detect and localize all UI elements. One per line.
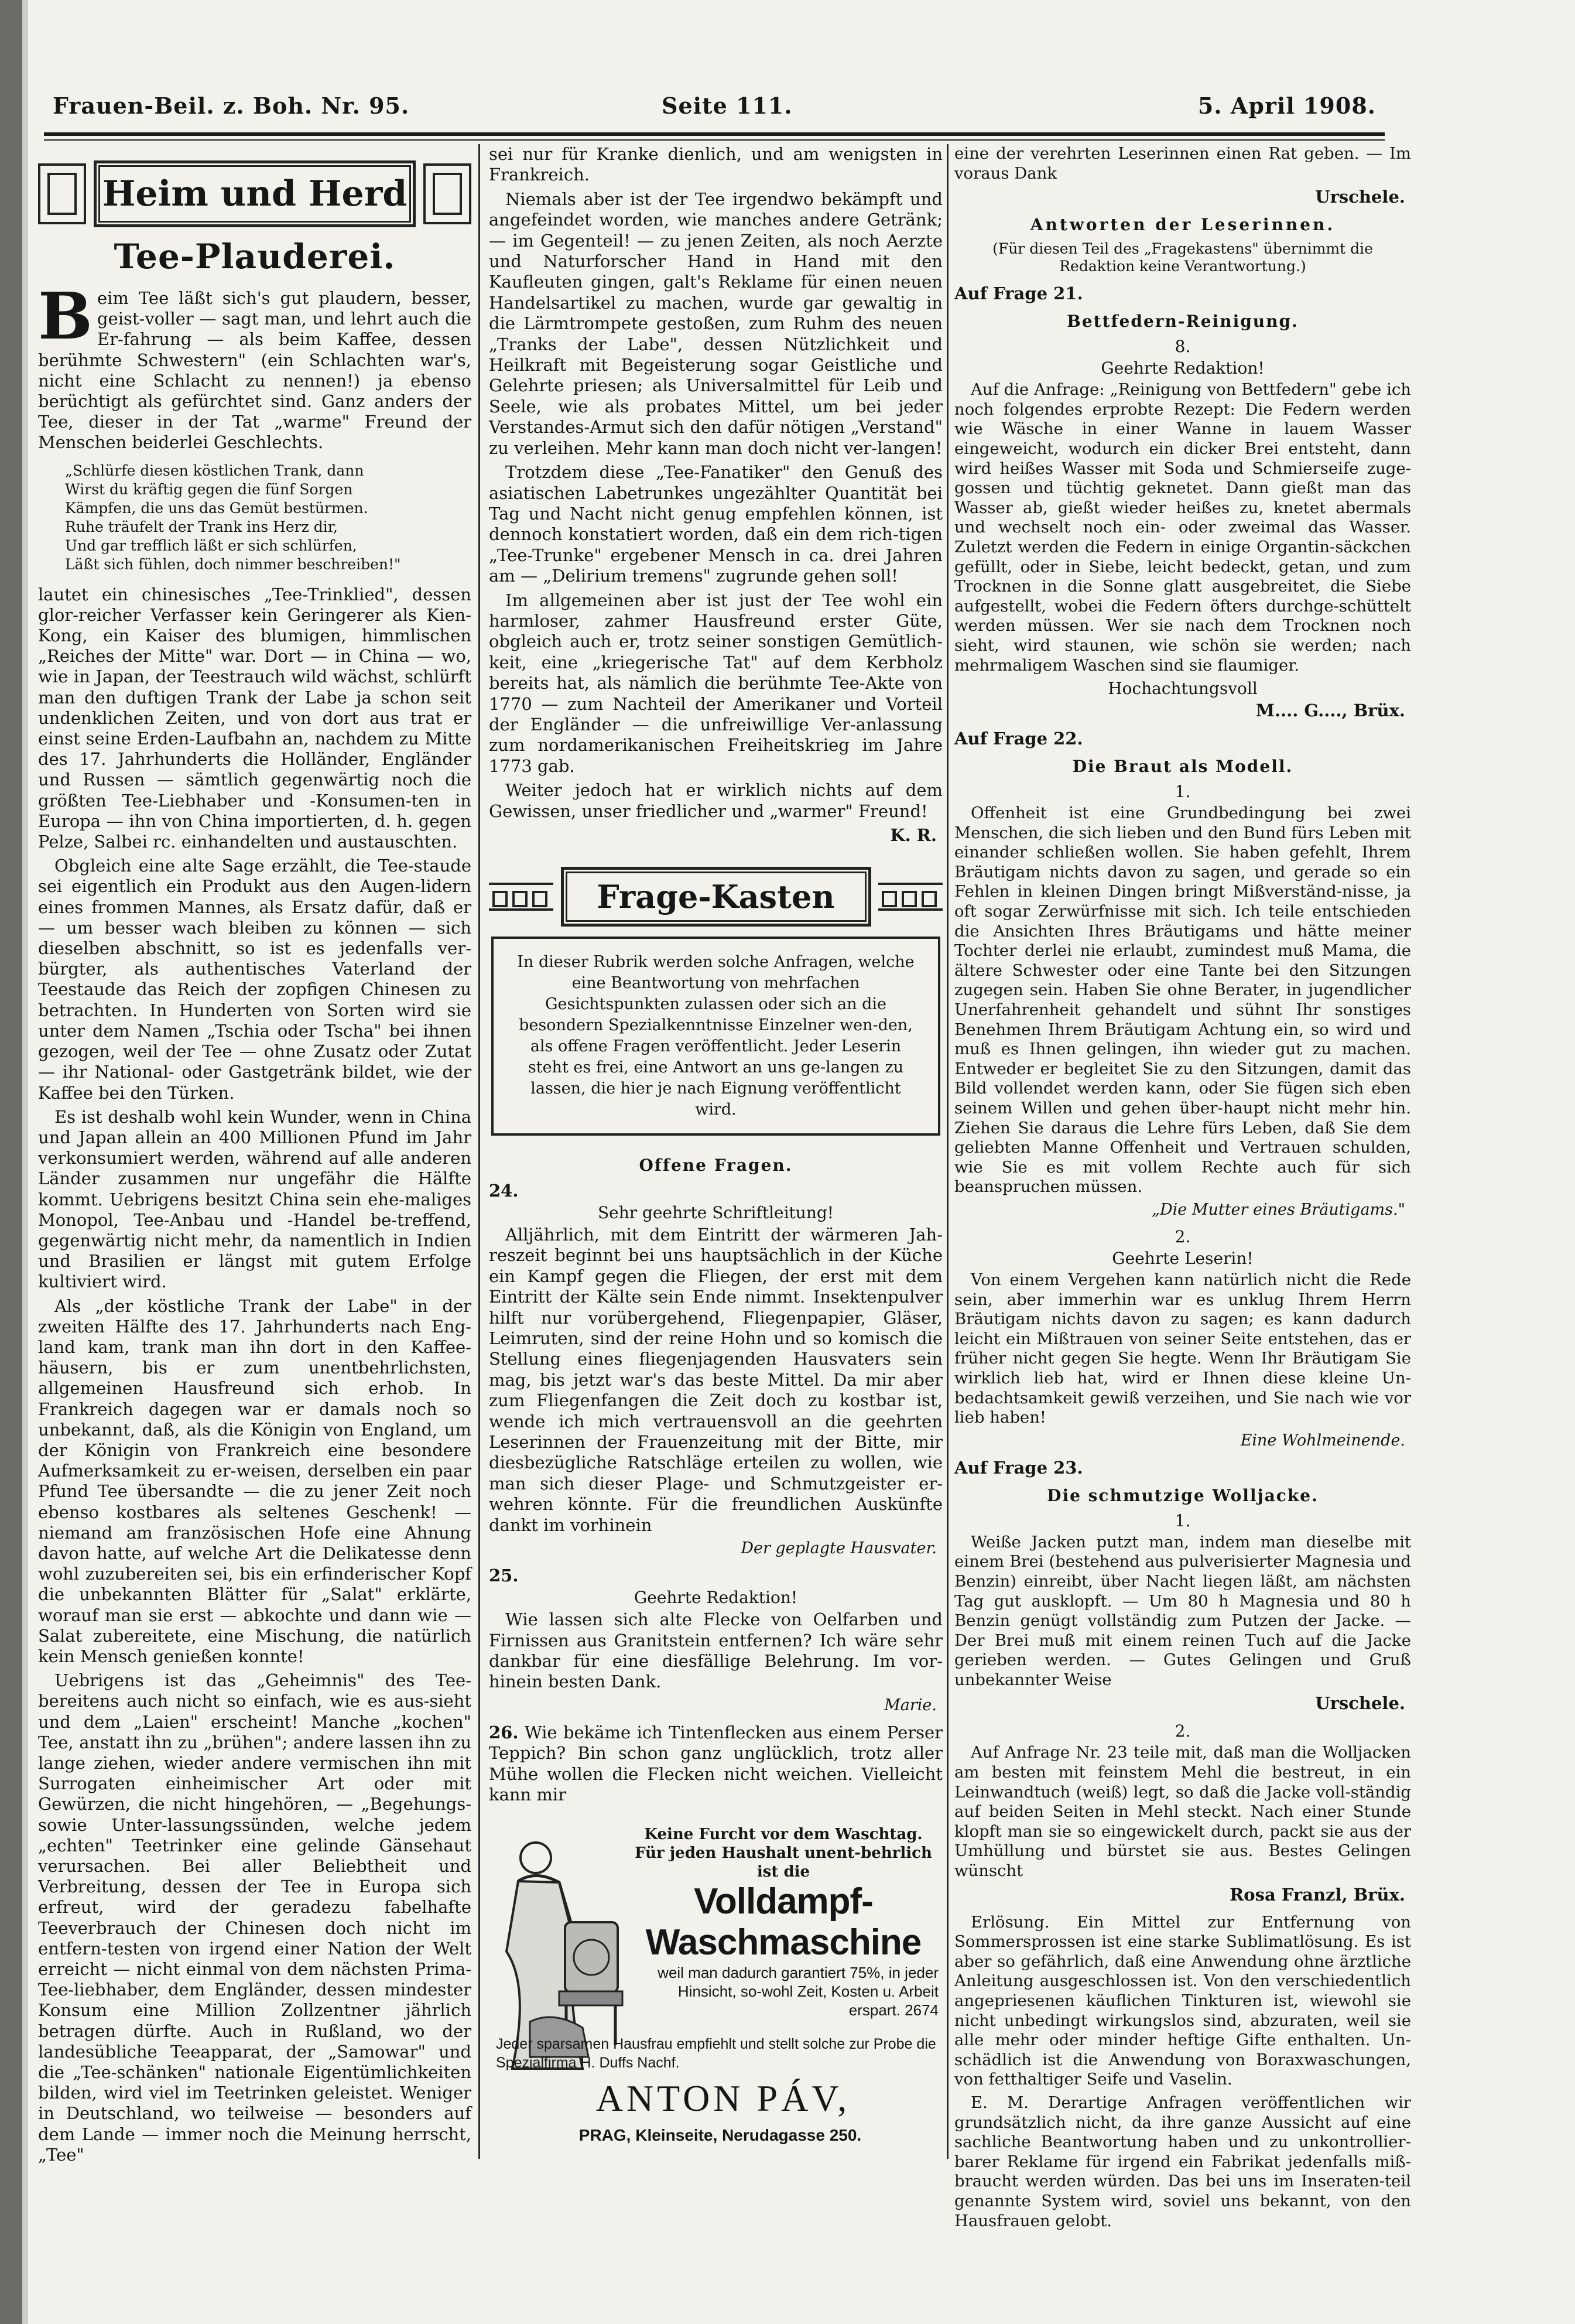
ornament-square-left-icon xyxy=(38,163,86,224)
binding-edge xyxy=(0,0,22,2324)
poem-line: Wirst du kräftig gegen die fünf Sorgen xyxy=(65,480,353,498)
paragraph: Weiter jedoch hat er wirklich nichts auf dem Gewissen, unser friedlicher und „warmer" Freund! xyxy=(489,780,943,821)
answer-number: 1. xyxy=(1175,1510,1191,1530)
question-signature: Urschele. xyxy=(1315,187,1405,207)
ad-body-text: weil man dadurch garantiert 75%, in jeder Hinsicht, so-wohl Zeit, Kosten u. Arbeit erspart. xyxy=(658,1964,939,2019)
question-number: 26. xyxy=(489,1722,519,1742)
ad-product-line-1: Volldampf- xyxy=(694,1881,873,1922)
ornament-right-icon xyxy=(878,878,943,915)
paragraph: Trotzdem diese „Tee-Fanatiker" den Genuß des asiatischen Labetrunkes ungezählter Quantität bei Tag und Nacht nicht genug empfehlen können, ist dennoch konstatiert worden, daß ein dem rich-tigen „Tee-Trunke" ergebener Mensch in ca. drei Jahren am — „Delirium tremens" zugrunde gehen soll! xyxy=(489,462,943,586)
answer-text: Von einem Vergehen kann natürlich nicht die Rede sein, aber immerhin war es unklug Ihrem Herrn Bräutigam nichts davon zu sagen; es kann dadurch leicht ein Mißtrauen von seiner Seite entstehen, das er früher nicht gegen Sie hegte. Wenn Ihr Bräutigam Sie wirklich lieb hat, wird er Ihnen diese kleine Un-bedachtsamkeit gewiß verzeihen, und Sie nach wie vor lieb haben! xyxy=(954,1270,1411,1427)
article-title: Tee-Plauderei. xyxy=(114,237,396,276)
answer-signature: Rosa Franzl, Brüx. xyxy=(1230,1884,1405,1905)
question-body: Wie bekäme ich Tintenflecken aus einem Perser Teppich? Bin schon ganz unglücklich, trotz aller Mühe wollen die Flecken nicht weichen. Vielleicht kann mir xyxy=(489,1722,943,1804)
paragraph: Uebrigens ist das „Geheimnis" des Tee-bereitens auch nicht so einfach, wie es aus-sieht und dem „Laien" erscheint! Manche „kochen" Tee, anstatt ihn zu „brühen"; andere lassen ihn zu lange ziehen, wieder andere vermischen ihn mit Surrogaten einheimischer Art oder mit Gewürzen, die nicht hingehören, — „Begehungs- sowie Unter-lassungssünden, welche jedem „echten" Teetrinker eine gelinde Gänsehaut verursachen. Bei aller Beliebtheit und Verbreitung, dessen der Tee in Europa sich erfreut, wird der geradezu fabelhafte Teeverbrauch der Chinesen doch nicht im entfern-testen von irgend einer Nation der Welt erreicht — nicht einmal von dem nächsten Prima-Tee-liebhaber, dem Engländer, dessen mindester Konsum eine Million Zollzentner jährlich betragen dürfte. Auch in Rußland, wo der landesübliche Teeapparat, der „Samowar" und die „Tee-schänken" nationale Eigentümlichkeiten bilden, wird viel im Teetrinken geleistet. Weniger in Deutschland, wo teilweise — besonders auf dem Lande — immer noch die Meinung herrscht, „Tee" xyxy=(38,1670,471,2165)
poem-line: Läßt sich fühlen, doch nimmer beschreiben!" xyxy=(65,555,401,573)
intro-text: eim Tee läßt sich's gut plaudern, besser, geist-voller — sagt man, und lehrt auch die Er-fahrung — als beim Kaffee, dessen berühmte Schwestern" (ein Schlachten war's, nicht eine Schlacht zu nennen!) ja ebenso berüchtigt als gefürchtet sind. Ganz anders der Tee, dieser in der Tat „warme" Freund der Menschen beiderlei Geschlechts. xyxy=(38,288,471,453)
ad-brand: ANTON PÁV, xyxy=(595,2077,851,2120)
paragraph: Obgleich eine alte Sage erzählt, die Tee-staude sei eigentlich ein Produkt aus den Augen-lidern eines frommen Mannes, als Ersatz dafür, daß er — um besser wach bleiben zu können — sich dieselben abschnitt, so ist es jedenfalls ver-bürgter, als authentisches Vaterland der Teestaude das Reich der zopfigen Chinesen zu betrachten. In Hunderten von Sorten wird sie unter dem Namen „Tschia oder Tscha" bei ihnen gezogen, weil der Tee — ohne Zusatz oder Zutat — ihr National- oder Gastgetränk bildet, wie der Kaffee bei den Türken. xyxy=(38,856,471,1103)
poem-line: Kämpfen, die uns das Gemüt bestürmen. xyxy=(65,499,368,517)
paragraph: Im allgemeinen aber ist just der Tee wohl ein harmloser, zahmer Hausfreund erster Güte, obgleich auch er, trotz seiner sonstigen Gemütlich-keit, eine „kriegerische Tat" auf dem Kerbholz bereits hat, als nämlich die berühmte Tee-Akte von 1770 — zum Nachteil der Amerikaner und Vorteil der Engländer — die unfreiwillige Ver-anlassung zum nordamerikanischen Freiheitskrieg im Jahre 1773 gab. xyxy=(489,590,943,776)
poem-line: Ruhe träufelt der Trank ins Herz dir, xyxy=(65,518,338,535)
drop-cap: B xyxy=(38,278,93,354)
answer-text: Erlösung. Ein Mittel zur Entfernung von Sommersprossen ist eine starke Sublimatlösung. Es ist aber so gefährlich, daß eine Anwendung ohne ärztliche Anleitung ausgeschlossen ist. Von den verschiedentlich angepriesenen käuflichen Tinkturen ist, wiewohl sie nicht unbedingt wirkungslos sind, abzuraten, weil sie alle mehr oder minder heftige Gifte enthalten. Un-schädlich ist die Anwendung von Boraxwaschungen, von fetthaltiger Seife und Vaselin. xyxy=(954,1912,1411,2089)
answer-topic: Bettfedern-Reinigung. xyxy=(1067,312,1299,331)
answer-number: 1. xyxy=(1175,782,1191,802)
frage-kasten-notice: In dieser Rubrik werden solche Anfragen, welche eine Beantwortung von mehrfachen Gesichtspunkten zulassen oder sich an die besondern Spezialkenntnisse Einzelner wen-den, als offene Fragen veröffentlicht. Jeder Leserin steht es frei, eine Antwort an uns ge-langen zu lassen, die hier je nach Eignung veröffentlicht wird. xyxy=(491,937,940,1136)
answer-heading: Auf Frage 21. xyxy=(954,283,1083,304)
column-3 xyxy=(954,144,1411,2230)
question-text: Wie lassen sich alte Flecke von Oelfarben und Firnissen aus Granitstein entfernen? Ich wäre sehr dankbar für eine diesfällige Belehrung. Im vor-hinein besten Dank. xyxy=(489,1609,943,1692)
question-greeting: Geehrte Redaktion! xyxy=(634,1588,798,1608)
answer-text: Offenheit ist eine Grundbedingung bei zwei Menschen, die sich lieben und den Bund fürs Leben mit einander schließen wollen. Sie haben gefehlt, Ihrem Bräutigam nichts davon zu sagen, und gerade so ein Fehlen in kleinen Dingen bringt Mißverständ-nisse, ja oft sogar Zerwürfnisse mit sich. Ich teile entschieden die Ansichten Ihres Bräutigams und hätte meiner Tochter derlei nie erlaubt, zumindest muß Mama, die ältere Schwester oder eine Tante bei den Sitzungen zugegen sein. Haben Sie ohne Berater, in jugendlicher Unerfahrenheit gehandelt und sühnt Ihr sonstiges Benehmen Ihrem Bräutigam Achtung ein, so wird und muß es Ihnen gelingen, ihn wieder gut zu machen. Entweder er begleitet Sie zu den Sitzungen, damit das Bild vollendet werden kann, oder Sie fügen sich eben seinem Willen und gehen über-haupt nicht mehr hin. Ziehen Sie daraus die Lehre fürs Leben, daß Sie dem geliebten Manne Offenheit und Vertrauen schulden, wie Sie es mit vollem Rechte auch für sich beanspruchen müssen. xyxy=(954,804,1411,1197)
question-greeting: Sehr geehrte Schriftleitung! xyxy=(597,1203,834,1222)
question-text xyxy=(489,1723,943,1806)
answer-text: Weiße Jacken putzt man, indem man dieselbe mit einem Brei (bestehend aus pulverisierter Magnesia und Benzin) einreibt, über Nacht liegen läßt, am nächsten Tag gut ausklopft. — Um 80 h Magnesia und 80 h Benzin genügt vollständig zum Putzen der Jacke. — Der Brei muß mit einem reinen Tuch auf die Jacke gerieben werden. — Gutes Gelingen und Gruß unbekannter Weise xyxy=(954,1532,1411,1689)
header-rule-thin xyxy=(44,139,1385,141)
article-intro xyxy=(38,278,471,453)
paragraph: eine der verehrten Leserinnen einen Rat geben. — Im voraus Dank xyxy=(954,144,1411,183)
column-divider-1 xyxy=(478,144,480,2159)
answer-text: E. M. Derartige Anfragen veröffentlichen wir grundsätzlich nicht, da ihre ganze Aussicht auf eine sachliche Beantwortung haben und zu unkontrollier-barer Reklame für irgend ein Fabrikat jedenfalls miß-braucht werden würden. Das bei uns im Inseraten-teil genannte System wird, soviel uns bekannt, von den Hausfrauen gelobt. xyxy=(954,2093,1411,2230)
open-questions-title: Offene Fragen. xyxy=(639,1156,793,1175)
ad-code: 2674 xyxy=(905,2001,939,2019)
column-divider-2 xyxy=(947,144,949,2159)
ad-product-line-2: Waschmaschine xyxy=(645,1922,922,1963)
paragraph: Niemals aber ist der Tee irgendwo bekämpft und angefeindet worden, wie manches andere Getränk; — im Gegenteil! — zu jenen Zeiten, als noch Aerzte und Naturforscher Hand in Hand mit den Kaufleuten gingen, galt's Reklame für einen neuen Handelsartikel zu machen, wurde gar gewaltig in die Lärmtrompete gestoßen, zum Ruhm des neuen „Tranks der Labe", dessen Nützlichkeit und Heilkraft mit Begeisterung sogar Geistliche und Gelehrte priesen; als Universalmittel für Leib und Seele, wie als probates Mittel, um bei jeder Verstandes-Armut sich den dafür nötigen „Verstand" zu verleihen. Mehr kann man doch nicht ver-langen! xyxy=(489,189,943,458)
ornament-square-right-icon xyxy=(423,163,471,224)
question-number: 25. xyxy=(489,1566,519,1586)
answer-greeting: Geehrte Redaktion! xyxy=(1101,358,1265,378)
article-signature: K. R. xyxy=(890,825,937,845)
advertisement-text xyxy=(628,1825,939,2019)
answer-text: Auf Anfrage Nr. 23 teile mit, daß man die Wolljacken am besten mit feinstem Mehl die bestreut, in ein Leinwandtuch (weiß) legt, so daß die Jacke voll-ständig auf beiden Seiten in Mehl steckt. Nach einer Stunde klopft man sie so eingewickelt durch, packt sie aus der Umhüllung und bürstet sie aus. Bestes Gelingen wünscht xyxy=(954,1743,1411,1881)
answer-topic: Die Braut als Modell. xyxy=(1072,757,1293,777)
answer-signature: Urschele. xyxy=(1315,1693,1405,1714)
ad-footer-text: Jeder sparsamen Hausfrau empfiehlt und stellt solche zur Probe die Spezialfirma H. Duffs Nachf. xyxy=(496,2036,936,2072)
answer-number: 8. xyxy=(1175,337,1191,357)
question-text: Alljährlich, mit dem Eintritt der wärmeren Jah-reszeit beginnt bei uns hauptsächlich in der Küche ein Kampf gegen die Fliegen, der erst mit dem Eintritt der Kälte sein Ende nimmt. Insektenpulver hilft nur vorübergehend, Fliegenpapier, Gläser, Leimruten, sind der reine Hohn und so komisch die Stellung eines fliegenjagenden Hausvaters sein mag, bis jetzt war's das beste Mittel. Da mir aber zum Fliegenfangen die Zeit doch zu kostbar ist, wende ich mich vertrauensvoll an die geehrten Leserinnen der Frauenzeitung mit der Bitte, mir diesbezügliche Ratschläge erteilen zu wollen, wie man sich dieser Plage- und Schmutzgeister er-wehren könnte. Für die freundlichen Auskünfte dankt im vorhinein xyxy=(489,1225,943,1535)
ad-headline: Keine Furcht vor dem Waschtag. xyxy=(644,1826,923,1844)
column-1 xyxy=(38,144,471,2165)
ornament-left-icon xyxy=(489,878,553,915)
answer-heading: Auf Frage 22. xyxy=(954,729,1083,749)
header-page-number: Seite 111. xyxy=(662,93,793,119)
poem xyxy=(65,462,471,574)
paragraph: lautet ein chinesisches „Tee-Trinklied", dessen glor-reicher Verfasser kein Geringerer als Kien-Kong, ein Kaiser des blumigen, himmlischen „Reiches der Mitte" war. Dort — in China — wo, wie in Japan, der Teestrauch wild wächst, schlürft man den duftigen Trank der Labe ja schon seit undenklichen Zeiten, und von dort aus trat er einst seine Erden-Laufbahn an, nachdem zu Mitte des 17. Jahrhunderts die Holländer, Engländer und Russen — sämtlich gegenwärtig noch die größten Tee-Liebhaber und -Konsumen-ten in Europa — ihn von China importierten, d. h. gegen Pelze, Salbei rc. einhandelten und austauschten. xyxy=(38,584,471,852)
answers-disclaimer: (Für diesen Teil des „Fragekastens" übernimmt die Redaktion keine Verantwortung.) xyxy=(992,240,1373,275)
column-2 xyxy=(489,144,943,2159)
paragraph: sei nur für Kranke dienlich, und am wenigsten in Frankreich. xyxy=(489,144,943,185)
poem-line: „Schlürfe diesen köstlichen Trank, dann xyxy=(65,462,364,479)
answer-heading: Auf Frage 23. xyxy=(954,1457,1083,1478)
poem-line: Und gar trefflich läßt er sich schlürfen, xyxy=(65,536,357,554)
header-publication: Frauen-Beil. z. Boh. Nr. 95. xyxy=(53,93,410,119)
section-title-row xyxy=(38,159,471,228)
question-signature: Der geplagte Hausvater. xyxy=(741,1539,937,1558)
page-header xyxy=(53,93,1376,137)
answer-number: 2. xyxy=(1175,1226,1191,1246)
ad-body xyxy=(628,1963,939,2019)
answer-topic: Die schmutzige Wolljacke. xyxy=(1047,1485,1319,1505)
header-rule-thick xyxy=(44,132,1385,136)
answers-title: Antworten der Leserinnen. xyxy=(1030,215,1336,235)
answer-text: Auf die Anfrage: „Reinigung von Bettfedern" gebe ich noch folgendes erprobte Rezept: Die Federn werden wie Wäsche in einer Wanne in lauem Wasser eingeweicht, wodurch ein dicker Brei entsteht, dann wird heißes Wasser mit Soda und Schmierseife zuge-gossen und tüchtig geknetet. Dann gießt man das Wasser ab, gießt wieder heißes zu, knetet abermals und wechselt noch ein- oder zweimal das Wasser. Zuletzt werden die Federn in einige Organtin-säckchen gefüllt, oder in Siebe, leicht bedeckt, getan, und zum Trocknen in die Sonne glatt ausgebreitet, die Siebe aufgestellt, wobei die Federn öfters durchge-schüttelt werden müssen. Wer sie nach dem Trocknen noch sieht, wird staunen, wie schön sie werden; nach mehrmaligem Waschen sind sie flaumiger. xyxy=(954,380,1411,675)
advertisement xyxy=(489,1817,943,2145)
answer-signature: „Die Mutter eines Bräutigams." xyxy=(1151,1200,1405,1219)
paragraph: Es ist deshalb wohl kein Wunder, wenn in China und Japan allein an 400 Millionen Pfund im Jahr verkonsumiert werden, während auf alle anderen Länder zusammen nur ungefähr die Hälfte kommt. Uebrigens besitzt China sein ehe-maliges Monopol, Tee-Anbau und -Handel be-treffend, gegenwärtig nicht mehr, da namentlich in Indien und Brasilien er längst mit gutem Erfolge kultiviert wird. xyxy=(38,1106,471,1292)
answer-number: 2. xyxy=(1175,1721,1191,1741)
frage-kasten-title: Frage-Kasten xyxy=(561,867,871,927)
section-title: Heim und Herd xyxy=(94,160,416,227)
frage-kasten-title-row xyxy=(489,869,943,925)
answer-signature: Eine Wohlmeinende. xyxy=(1240,1431,1405,1450)
question-signature: Marie. xyxy=(884,1696,937,1714)
answer-closing: Hochachtungsvoll xyxy=(1108,679,1258,699)
answer-signature: M.... G...., Brüx. xyxy=(1255,700,1405,721)
binding-edge-light xyxy=(22,0,28,2324)
ad-subheadline: Für jeden Haushalt unent-behrlich ist die xyxy=(635,1844,932,1881)
answer-greeting: Geehrte Leserin! xyxy=(1112,1248,1254,1268)
paragraph: Als „der köstliche Trank der Labe" in der zweiten Hälfte des 17. Jahrhunderts nach Eng-land kam, trank man ihn dort in den Kaffee-häusern, bis er zum unentbehrlichsten, allgemeinen Hausfreund sich erhob. In Frankreich dagegen war er damals noch so unbekannt, daß, als die Königin von England, um der Königin von Frankreich eine besondere Aufmerksamkeit zu er-weisen, derselben ein paar Pfund Tee übersandte — die zu jener Zeit noch ebenso kostbares als seltenes Geschenk! — niemand am französischen Hofe eine Ahnung davon hatte, auf welche Art die Delikatesse denn wohl zuzubereiten sei, bis ein erfinderischer Kopf die unbekannten Blätter für „Salat" erklärte, worauf man sie erst — abkochte und dann wie — Salat zubereitete, eine Mischung, die natürlich kein Mensch genießen konnte! xyxy=(38,1296,471,1666)
question-number: 24. xyxy=(489,1181,519,1201)
ad-address: PRAG, Kleinseite, Nerudagasse 250. xyxy=(578,2126,862,2145)
header-date: 5. April 1908. xyxy=(1197,93,1376,119)
